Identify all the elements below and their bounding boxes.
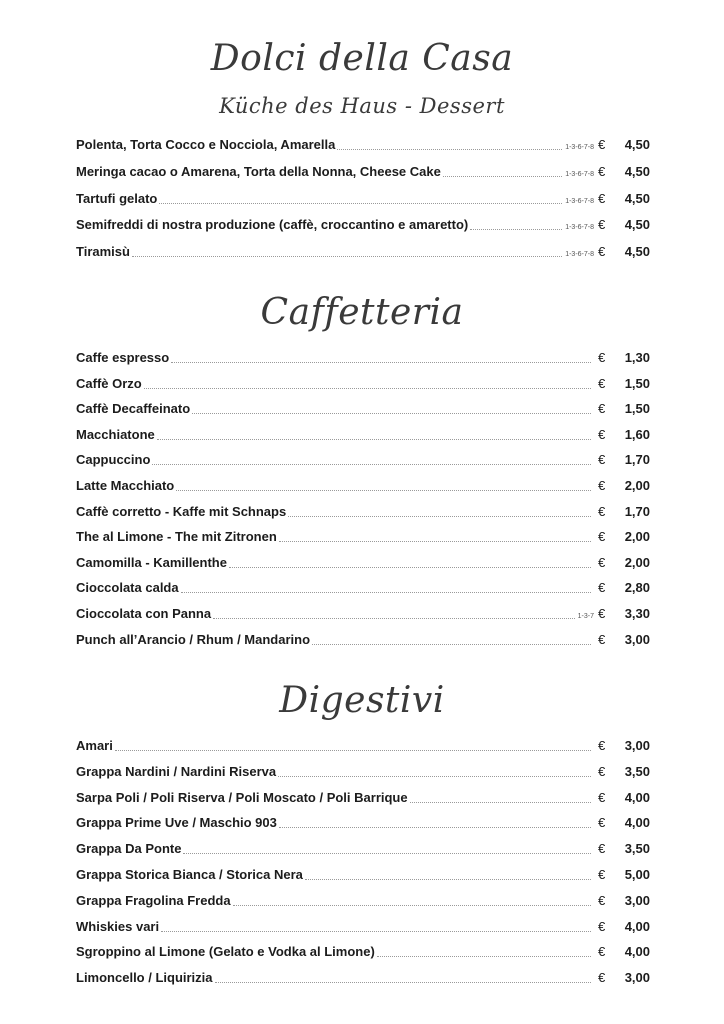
currency-symbol: € (598, 815, 606, 831)
menu-item (76, 213, 650, 233)
allergen-codes: 1-3-6-7-8 (565, 144, 594, 151)
item-name: Grappa Nardini / Nardini Riserva (76, 763, 277, 779)
currency-symbol: € (598, 350, 606, 365)
dot-leader (377, 956, 591, 957)
item-name: Sarpa Poli / Poli Riserva / Poli Moscato / Poli Barrique (76, 789, 408, 805)
item-price: 3,30 (624, 606, 650, 621)
item-name: Caffè Orzo (76, 375, 142, 391)
item-price: 1,70 (624, 452, 650, 468)
dot-leader (279, 827, 591, 828)
dot-leader (279, 541, 591, 542)
item-name: Tiramisù (76, 244, 130, 260)
item-name: Latte Macchiato (76, 478, 175, 493)
dot-leader (176, 490, 591, 491)
item-name: Whiskies vari (76, 918, 160, 934)
currency-symbol: € (598, 867, 606, 882)
currency-symbol: € (598, 918, 606, 934)
item-name: Limoncello / Liquirizia (76, 970, 213, 986)
currency-symbol: € (598, 580, 606, 596)
currency-symbol: € (598, 217, 606, 233)
currency-symbol: € (598, 452, 606, 468)
item-name: Cappuccino (76, 452, 151, 468)
currency-symbol: € (598, 970, 606, 986)
item-name: Grappa Prime Uve / Maschio 903 (76, 815, 277, 831)
item-price: 1,50 (624, 401, 650, 417)
item-price: 4,00 (624, 918, 650, 934)
item-price: 4,50 (624, 217, 650, 233)
currency-symbol: € (598, 503, 606, 519)
section-subtitle-dolci: Küche des Haus - Dessert (219, 94, 505, 118)
menu-item (76, 915, 650, 935)
item-name: Caffè Decaffeinato (76, 401, 191, 417)
menu-item (76, 551, 650, 571)
currency-symbol: € (598, 163, 606, 179)
dot-leader (132, 256, 562, 257)
item-price: 4,50 (624, 190, 650, 206)
dot-leader (181, 592, 591, 593)
dot-leader (312, 644, 591, 645)
menu-item (76, 889, 650, 909)
item-name: Cioccolata con Panna (76, 606, 212, 621)
item-name: Caffe espresso (76, 350, 170, 365)
item-name: Cioccolata calda (76, 580, 179, 596)
currency-symbol: € (598, 606, 606, 621)
currency-symbol: € (598, 738, 606, 753)
item-price: 2,00 (624, 478, 650, 493)
dot-leader (410, 802, 591, 803)
menu-item (76, 474, 650, 494)
currency-symbol: € (598, 892, 606, 908)
dot-leader (152, 464, 591, 465)
item-price: 3,00 (624, 892, 650, 908)
item-price: 3,50 (624, 763, 650, 779)
item-name: Grappa Storica Bianca / Storica Nera (76, 867, 303, 882)
currency-symbol: € (598, 478, 606, 493)
currency-symbol: € (598, 426, 606, 442)
currency-symbol: € (598, 631, 606, 647)
allergen-codes: 1-3-6-7-8 (565, 224, 594, 232)
currency-symbol: € (598, 137, 606, 152)
dot-leader (213, 618, 575, 619)
currency-symbol: € (598, 763, 606, 779)
item-price: 5,00 (624, 867, 650, 882)
menu-item (76, 966, 650, 986)
dot-leader (233, 905, 591, 906)
item-name: Amari (76, 738, 113, 753)
menu-item (76, 397, 650, 417)
item-price: 2,00 (624, 529, 650, 545)
dot-leader (443, 176, 562, 177)
menu-item (76, 734, 650, 754)
menu-item (76, 811, 650, 831)
section-title-dolci: Dolci della Casa (210, 38, 514, 79)
item-name: Camomilla - Kamillenthe (76, 554, 227, 570)
dot-leader (157, 439, 591, 440)
menu-item (76, 602, 650, 622)
dot-leader (159, 203, 562, 204)
allergen-codes: 1-3-6-7-8 (565, 251, 594, 259)
menu-item (76, 160, 650, 180)
dot-leader (115, 750, 591, 751)
currency-symbol: € (598, 841, 606, 857)
item-name: Polenta, Torta Cocco e Nocciola, Amarella (76, 137, 336, 152)
menu-item (76, 187, 650, 207)
dot-leader (305, 879, 591, 880)
menu-item (76, 576, 650, 596)
item-price: 3,50 (624, 841, 650, 857)
item-price: 4,50 (624, 244, 650, 260)
item-price: 3,00 (624, 738, 650, 753)
menu-item (76, 133, 650, 153)
item-price: 4,50 (624, 163, 650, 179)
currency-symbol: € (598, 789, 606, 805)
item-name: Grappa Da Ponte (76, 841, 182, 857)
item-price: 4,50 (624, 137, 650, 152)
menu-item (76, 423, 650, 443)
menu-item (76, 240, 650, 260)
item-price: 1,60 (624, 426, 650, 442)
section-title-digestivi: Digestivi (279, 680, 445, 721)
dot-leader (288, 516, 591, 517)
dot-leader (183, 853, 591, 854)
item-name: Macchiatone (76, 426, 155, 442)
dot-leader (171, 362, 591, 363)
currency-symbol: € (598, 554, 606, 570)
menu-item (76, 786, 650, 806)
item-name: Tartufi gelato (76, 190, 158, 206)
menu-item (76, 372, 650, 392)
dot-leader (144, 388, 591, 389)
item-price: 2,80 (624, 580, 650, 596)
menu-item (76, 940, 650, 960)
menu-item (76, 346, 650, 366)
item-name: Meringa cacao o Amarena, Torta della Nonna, Cheese Cake (76, 163, 441, 179)
dot-leader (229, 567, 591, 568)
item-price: 1,30 (624, 350, 650, 365)
currency-symbol: € (598, 244, 606, 260)
item-price: 4,00 (624, 789, 650, 805)
menu-item (76, 448, 650, 468)
menu-item (76, 760, 650, 780)
dot-leader (192, 413, 591, 414)
item-name: Sgroppino al Limone (Gelato e Vodka al Limone) (76, 944, 375, 960)
currency-symbol: € (598, 375, 606, 391)
item-price: 4,00 (624, 815, 650, 831)
item-price: 4,00 (624, 944, 650, 960)
dot-leader (337, 149, 562, 150)
item-name: Grappa Fragolina Fredda (76, 892, 231, 908)
menu-item (76, 628, 650, 648)
currency-symbol: € (598, 401, 606, 417)
dot-leader (215, 982, 591, 983)
menu-item (76, 525, 650, 545)
currency-symbol: € (598, 944, 606, 960)
section-title-caffetteria: Caffetteria (260, 292, 464, 333)
dot-leader (278, 776, 591, 777)
item-name: The al Limone - The mit Zitronen (76, 529, 277, 545)
allergen-codes: 1-3-7 (577, 613, 594, 620)
dot-leader (161, 931, 591, 932)
item-name: Caffè corretto - Kaffe mit Schnaps (76, 503, 287, 519)
menu-item (76, 863, 650, 883)
item-name: Punch all’Arancio / Rhum / Mandarino (76, 631, 311, 647)
currency-symbol: € (598, 190, 606, 206)
menu-item (76, 500, 650, 520)
allergen-codes: 1-3-6-7-8 (565, 170, 594, 178)
menu-item (76, 837, 650, 857)
allergen-codes: 1-3-6-7-8 (565, 197, 594, 205)
item-price: 3,00 (624, 631, 650, 647)
item-price: 2,00 (624, 554, 650, 570)
item-price: 1,50 (624, 375, 650, 391)
dot-leader (470, 229, 562, 230)
item-price: 1,70 (624, 503, 650, 519)
item-name: Semifreddi di nostra produzione (caffè, croccantino e amaretto) (76, 217, 469, 233)
currency-symbol: € (598, 529, 606, 545)
item-price: 3,00 (624, 970, 650, 986)
